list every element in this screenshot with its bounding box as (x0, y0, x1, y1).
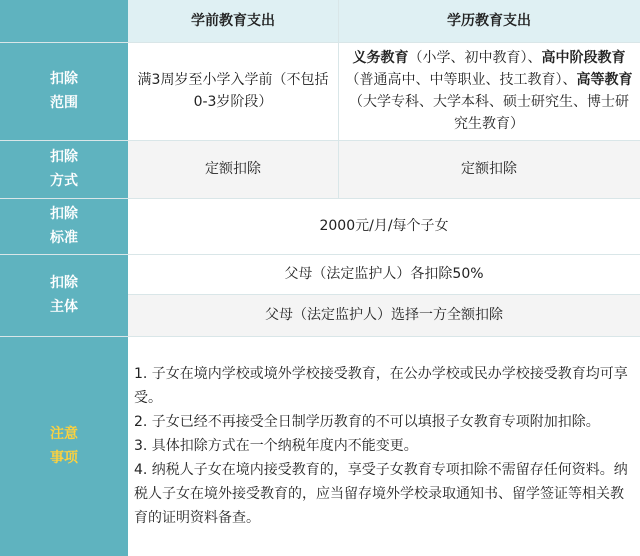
row-label-line: 扣除 (50, 149, 78, 165)
row-label-line: 注意 (50, 426, 78, 442)
row-label-notes (0, 336, 128, 556)
row-divider (0, 42, 640, 43)
row-divider (128, 294, 640, 295)
compulsory-education-detail: （小学、初中教育）、 (408, 50, 542, 66)
row-label-method (0, 140, 128, 198)
row-label-line: 扣除 (50, 206, 78, 222)
scope-academic (338, 42, 640, 140)
standard-value: 2000元/月/每个子女 (128, 198, 640, 254)
header-preschool: 学前教育支出 (128, 0, 338, 42)
row-label-line: 事项 (50, 450, 78, 466)
row-label-line: 标准 (50, 230, 78, 246)
header-academic: 学历教育支出 (338, 0, 640, 42)
note-item: 4. 纳税人子女在境内接受教育的，享受子女教育专项扣除不需留存任何资料。纳税人子女在境外接受教育的，应当留存境外学校录取通知书、留学签证等相关教育的证明资料备查。 (134, 462, 628, 526)
corner-cell (0, 0, 128, 42)
row-divider (0, 140, 640, 141)
column-divider (338, 0, 339, 198)
row-label-line: 主体 (50, 299, 78, 315)
high-school-label: 高中阶段教育 (541, 50, 626, 66)
row-label-scope (0, 42, 128, 140)
scope-preschool-text: 满3周岁至小学入学前（不包括0-3岁阶段） (137, 72, 329, 110)
subject-option-half: 父母（法定监护人）各扣除50% (128, 254, 640, 294)
high-school-detail: （普通高中、中等职业、技工教育）、 (345, 72, 577, 88)
row-divider (0, 198, 640, 199)
higher-education-label: 高等教育 (576, 72, 633, 88)
row-label-subject (0, 254, 128, 336)
scope-preschool (128, 42, 338, 140)
higher-education-detail: （大学专科、大学本科、硕士研究生、博士研究生教育） (349, 94, 629, 132)
note-item: 2. 子女已经不再接受全日制学历教育的不可以填报子女教育专项附加扣除。 (134, 414, 600, 430)
row-divider (0, 336, 640, 337)
notes-content (128, 336, 640, 556)
notes-list (128, 362, 640, 530)
row-divider (0, 254, 640, 255)
row-label-standard (0, 198, 128, 254)
row-label-line: 方式 (50, 173, 78, 189)
scope-academic-text (338, 47, 640, 135)
compulsory-education-label: 义务教育 (352, 50, 409, 66)
row-label-line: 扣除 (50, 275, 78, 291)
row-label-line: 扣除 (50, 71, 78, 87)
method-preschool: 定额扣除 (128, 140, 338, 198)
note-item: 3. 具体扣除方式在一个纳税年度内不能变更。 (134, 438, 418, 454)
method-academic: 定额扣除 (338, 140, 640, 198)
note-item: 1. 子女在境内学校或境外学校接受教育，在公办学校或民办学校接受教育均可享受。 (134, 366, 628, 406)
row-label-line: 范围 (50, 95, 78, 111)
subject-option-full: 父母（法定监护人）选择一方全额扣除 (128, 294, 640, 336)
